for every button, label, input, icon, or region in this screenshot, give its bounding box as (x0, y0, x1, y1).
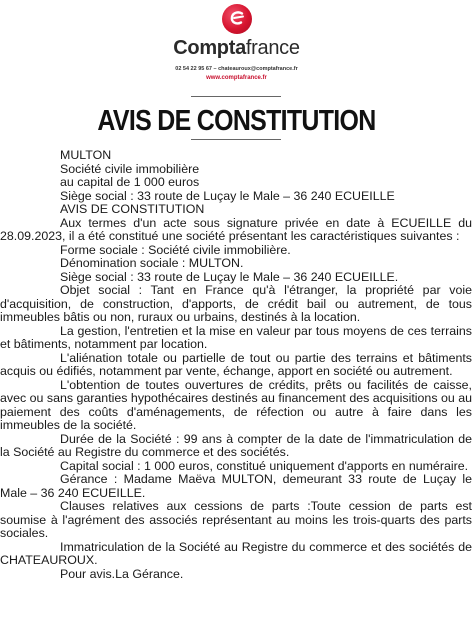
brand-name-part2: france (245, 37, 300, 59)
paragraph-form: Forme sociale : Société civile immobilière. (60, 242, 291, 257)
notice-heading: AVIS DE CONSTITUTION (60, 202, 205, 216)
paragraph-duration: Durée de la Société : 99 ans à compter de la date de l'immatriculation de la Société au Registre du commerce et des sociétés. (0, 431, 472, 459)
paragraph-alienation: L'aliénation totale ou partielle de tout ou partie des terrains et bâtiments acquis ou édifiés, notamment par vente, échange, apport en société ou autrement. (0, 350, 472, 378)
company-form: Société civile immobilière (60, 161, 200, 176)
compta-logo-icon (222, 4, 252, 34)
paragraph-capital: Capital social : 1 000 euros, constitué uniquement d'apports en numéraire. (60, 458, 469, 473)
paragraph-signature: Pour avis.La Gérance. (60, 566, 184, 581)
paragraph-share-transfer: Clauses relatives aux cessions de parts :Toute cession de parts est soumise à l'agrément des associés représentant au moins les trois-quarts des parts sociales. (0, 499, 472, 540)
paragraph-credit: L'obtention de toutes ouvertures de crédits, prêts ou facilités de caisse, avec ou sans garanties hypothécaires destinés au financement des acquisitions ou au paiement des coûts d'aménagements, de réfection ou autre à faire dans les immeubles de la société. (0, 377, 472, 432)
divider-top (191, 96, 281, 97)
brand-name-part1: Compta (173, 37, 246, 59)
paragraph-denomination: Dénomination sociale : MULTON. (60, 256, 244, 270)
paragraph-act: Aux termes d'un acte sous signature privée en date à ECUEILLE du 28.09.2023, il a été constitué une société présentant les caractéristiques suivantes : (0, 215, 472, 243)
company-capital: au capital de 1 000 euros (60, 175, 200, 189)
notice-title: AVIS DE CONSTITUTION (97, 105, 376, 137)
logo-swoosh-icon (222, 4, 252, 34)
paragraph-registration: Immatriculation de la Société au Registre du commerce et des sociétés de CHATEAUROUX. (0, 539, 472, 567)
company-name: MULTON (60, 148, 112, 162)
divider-bottom (191, 139, 281, 140)
notice-body (0, 148, 472, 581)
paragraph-object: Objet social : Tant en France qu'à l'étranger, la propriété par voie d'acquisition, de construction, d'apports, de crédit bail ou autrement, de tous immeubles bâtis ou non, ruraux ou urbains, destinés à la location. (0, 283, 472, 324)
contact-line: 02 54 22 95 67 – chateauroux@comptafrance.fr (175, 66, 298, 72)
paragraph-management-person: Gérance : Madame Maëva MULTON, demeurant 33 route de Luçay le Male – 36 240 ECUEILLE. (0, 472, 472, 500)
letterhead (0, 0, 473, 100)
company-seat: Siège social : 33 route de Luçay le Male – 36 240 ECUEILLE (60, 188, 395, 203)
paragraph-management: La gestion, l'entretien et la mise en valeur par tous moyens de ces terrains et bâtiments, notamment par location. (0, 323, 472, 351)
paragraph-seat: Siège social : 33 route de Luçay le Male – 36 240 ECUEILLE. (60, 269, 399, 284)
brand-name (0, 37, 473, 59)
website-link[interactable]: www.comptafrance.fr (206, 75, 267, 81)
